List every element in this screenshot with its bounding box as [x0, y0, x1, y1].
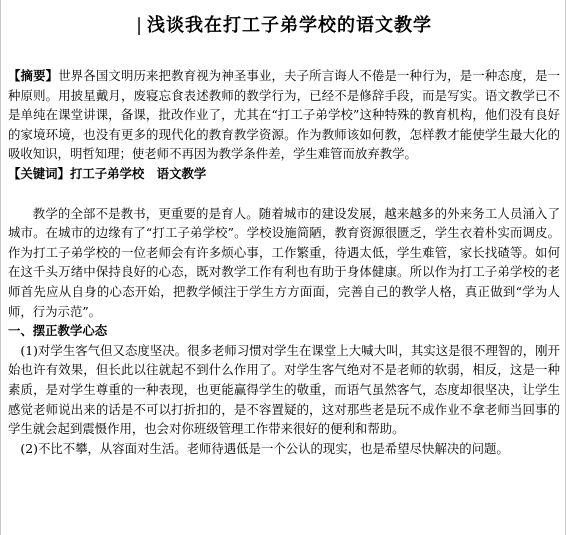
- abstract-paragraph: [8, 66, 560, 164]
- section-heading-1: 一、摆正教学心态: [8, 323, 108, 339]
- point-paragraph-2: (2)不比不攀，从容面对生活。老师待遇低是一个公认的现实，也是希望尽快解决的问题。: [20, 440, 509, 456]
- document-body: [8, 66, 560, 458]
- title-cursor-bar: |: [135, 15, 144, 36]
- document-title: [1, 14, 566, 38]
- point-paragraph-1: (1)对学生客气但又态度坚决。很多老师习惯对学生在课堂上大喊大叫，其实这是很不理智的，刚开始也许有效果，但长此以往就起不到什么作用了。对学生客气绝对不是老师的软弱，相反，这是一种素质，是对学生尊重的一种表现，也更能赢得学生的敬重，而语气虽然客气，态度却很坚决，让学生感觉老师说出来的话是不可以打折扣的，是不容置疑的，这对那些老是玩不成作业不拿老师当回事的学生就会起到震慑作用，也会对你班级管理工作带来很好的便利和帮助。: [8, 342, 560, 437]
- keywords-label: 【关键词】: [8, 165, 70, 181]
- keywords-paragraph: [8, 164, 560, 184]
- title-text: 浅谈我在打工子弟学校的语文教学: [147, 15, 433, 36]
- intro-paragraph: 教学的全部不是教书，更重要的是育人。随着城市的建设发展，越来越多的外来务工人员涌入了城市。在城市的边缘有了“打工子弟学校”。学校设施简陋，教育资源很匮乏，学生衣着朴实而调皮。作为打工子弟学校的一位老师会有许多烦心事，工作繁重，待遇太低，学生难管，家长找碴等。如何在这千头万绪中保持良好的心态，既对教学工作有利也有助于身体健康。所以作为打工子弟学校的老师首先应从自身的心态开始，把教学倾注于学生方方面面，完善自己的教学人格，真正做到“学为人师，行为示范”。: [8, 205, 560, 319]
- abstract-label: 【摘要】: [8, 68, 59, 83]
- abstract-text: 世界各国文明历来把教育视为神圣事业，夫子所言诲人不倦是一种行为，是一种态度，是一种原则。用披星戴月，废寝忘食表述教师的教学行为，已经不是修辞手段，而是写实。语文教学已不是单纯在课堂讲课，备课，批改作业了，尤其在“打工子弟学校”这种特殊的教育机构，他们没有良好的家境环境，也没有更多的现代化的教育教学资源。作为教师该如何教，怎样教才能使学生最大化的吸收知识，明哲知理；使老师不再因为教学条件差，学生难管而放弃教学。: [8, 68, 561, 162]
- keywords-text: 打工子弟学校 语文教学: [69, 165, 207, 181]
